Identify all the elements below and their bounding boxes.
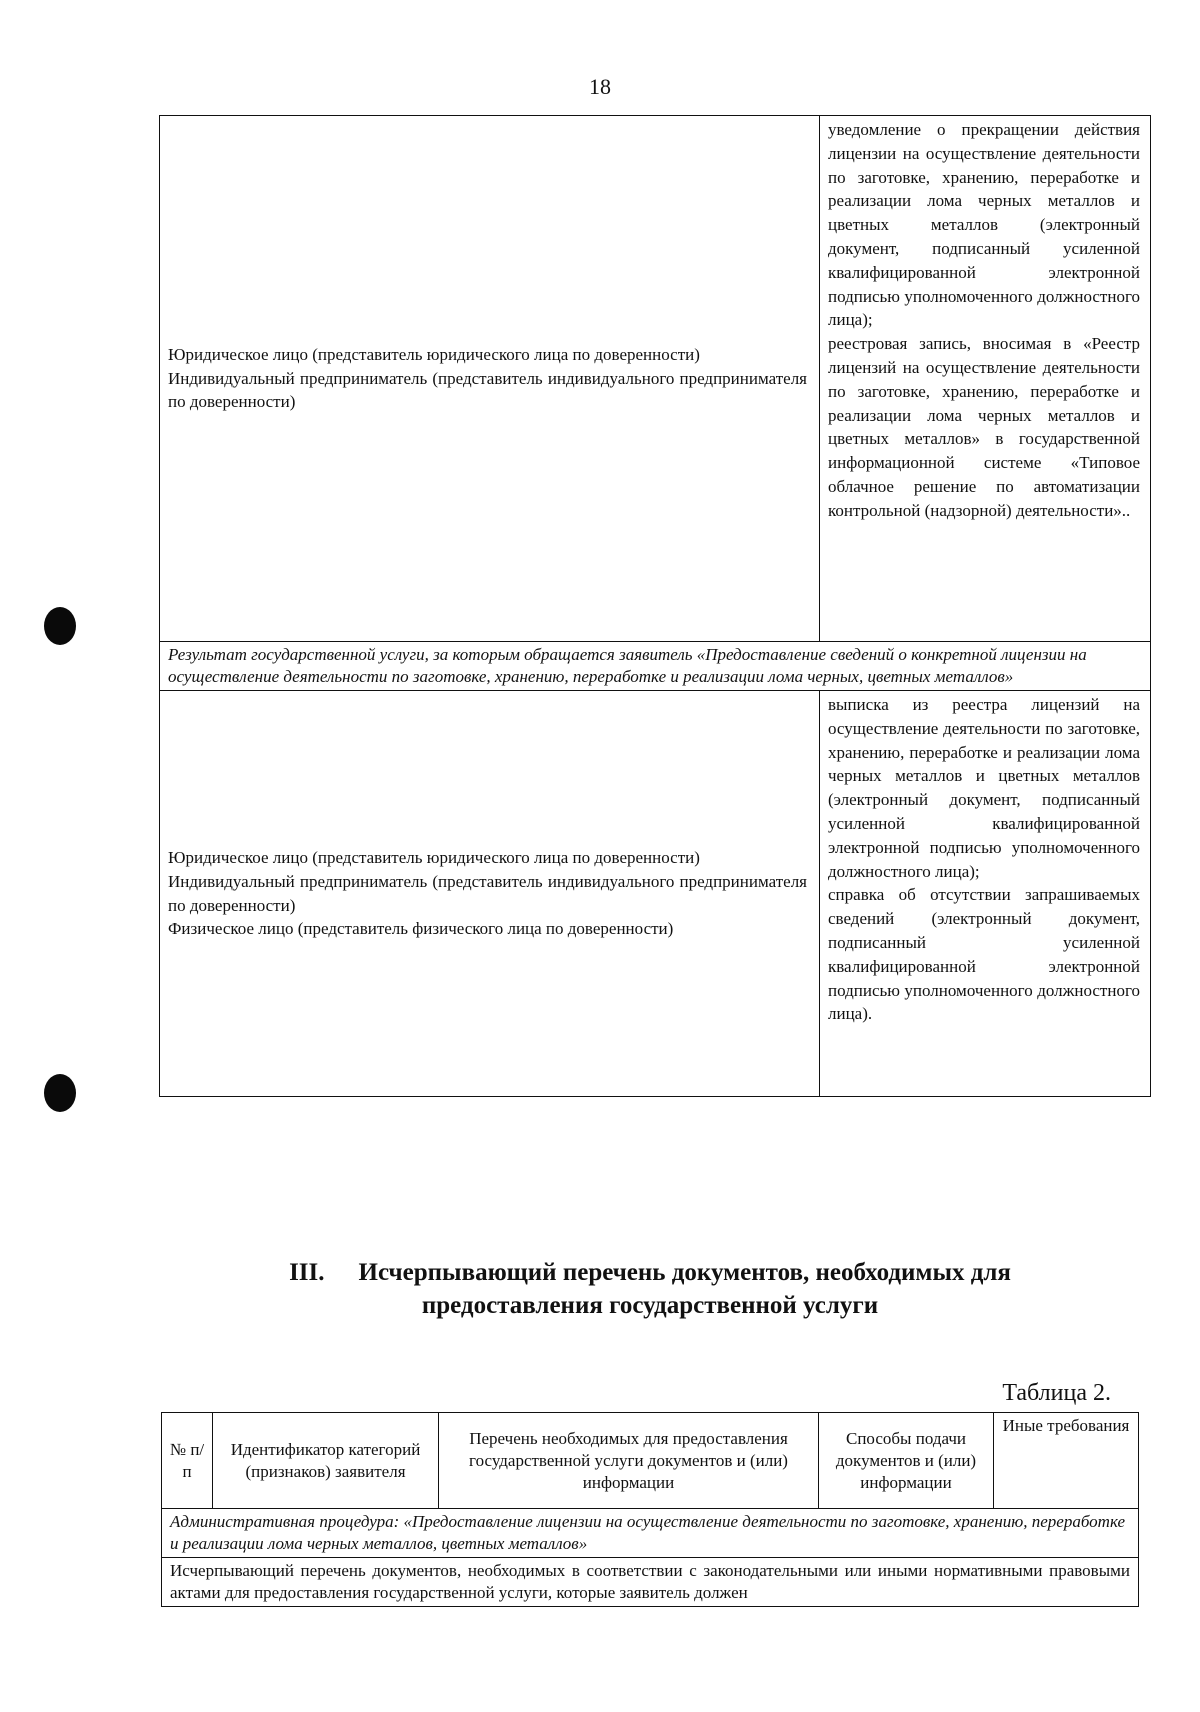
result-documents-cell xyxy=(820,116,1151,642)
table-row xyxy=(160,642,1151,691)
table-row xyxy=(160,691,1151,1097)
result-document: справка об отсутствии запрашиваемых сведений (электронный документ, подписанный усиленной квалифицированной электронной подписью уполномоченного должностного лица). xyxy=(828,885,1140,1024)
section-title-line2: предоставления государственной услуги xyxy=(421,1292,879,1319)
results-table xyxy=(159,115,1151,1097)
section-title-line1: Исчерпывающий перечень документов, необходимых для xyxy=(358,1259,1011,1286)
section-heading xyxy=(150,1256,1150,1322)
table-row xyxy=(162,1509,1139,1558)
result-document: реестровая запись, вносимая в «Реестр лицензий на осуществление деятельности по заготовке, хранению, переработке и реализации лома черных металлов и цветных металлов» в государственной информационной системе «Типовое облачное решение по автоматизации контрольной (надзорной) деятельности».. xyxy=(828,334,1140,520)
table-caption: Таблица 2. xyxy=(1002,1380,1111,1406)
column-header-other: Иные требования xyxy=(994,1413,1139,1509)
applicant-category: Физическое лицо (представитель физического лица по доверенности) xyxy=(168,919,674,939)
section-number: III. xyxy=(289,1259,325,1286)
table-row xyxy=(162,1558,1139,1607)
exhaustive-list-row: Исчерпывающий перечень документов, необходимых в соответствии с законодательными или иными нормативными правовыми актами для предоставления государственной услуги, которые заявитель должен xyxy=(162,1558,1139,1607)
applicant-category: Юридическое лицо (представитель юридического лица по доверенности) xyxy=(168,344,700,364)
column-header-methods: Способы подачи документов и (или) информации xyxy=(819,1413,994,1509)
column-header-identifier: Идентификатор категорий (признаков) заявителя xyxy=(213,1413,439,1509)
applicant-category: Юридическое лицо (представитель юридического лица по доверенности) xyxy=(168,847,700,867)
table-row xyxy=(160,116,1151,642)
scan-hole-mark xyxy=(44,607,76,645)
page-number: 18 xyxy=(589,74,611,99)
documents-table xyxy=(161,1412,1139,1607)
column-header-number: № п/п xyxy=(162,1413,213,1509)
result-documents-cell xyxy=(820,691,1151,1097)
applicant-categories-cell xyxy=(160,116,820,642)
scan-hole-mark xyxy=(44,1074,76,1112)
applicant-categories-cell xyxy=(160,691,820,1097)
administrative-procedure-row: Административная процедура: «Предоставление лицензии на осуществление деятельности по заготовке, хранению, переработке и реализации лома черных металлов, цветных металлов» xyxy=(162,1509,1139,1558)
applicant-category: Индивидуальный предприниматель (представитель индивидуального предпринимателя по доверенности) xyxy=(168,871,807,915)
table-header-row xyxy=(162,1413,1139,1509)
result-document: выписка из реестра лицензий на осуществление деятельности по заготовке, хранению, переработке и реализации лома черных металлов и цветных металлов (электронный документ, подписанный усиленной квалифицированной электронной подписью уполномоченного должностного лица); xyxy=(828,695,1140,881)
service-result-heading: Результат государственной услуги, за которым обращается заявитель «Предоставление сведений о конкретной лицензии на осуществление деятельности по заготовке, хранению, переработке и реализации лома черных, цветных металлов» xyxy=(160,642,1151,691)
column-header-documents: Перечень необходимых для предоставления государственной услуги документов и (или) информации xyxy=(439,1413,819,1509)
applicant-category: Индивидуальный предприниматель (представитель индивидуального предпринимателя по доверенности) xyxy=(168,368,807,412)
result-document: уведомление о прекращении действия лицензии на осуществление деятельности по заготовке, хранению, переработке и реализации лома черных металлов и цветных металлов (электронный документ, подписанный усиленной квалифицированной электронной подписью уполномоченного должностного лица); xyxy=(828,120,1140,330)
